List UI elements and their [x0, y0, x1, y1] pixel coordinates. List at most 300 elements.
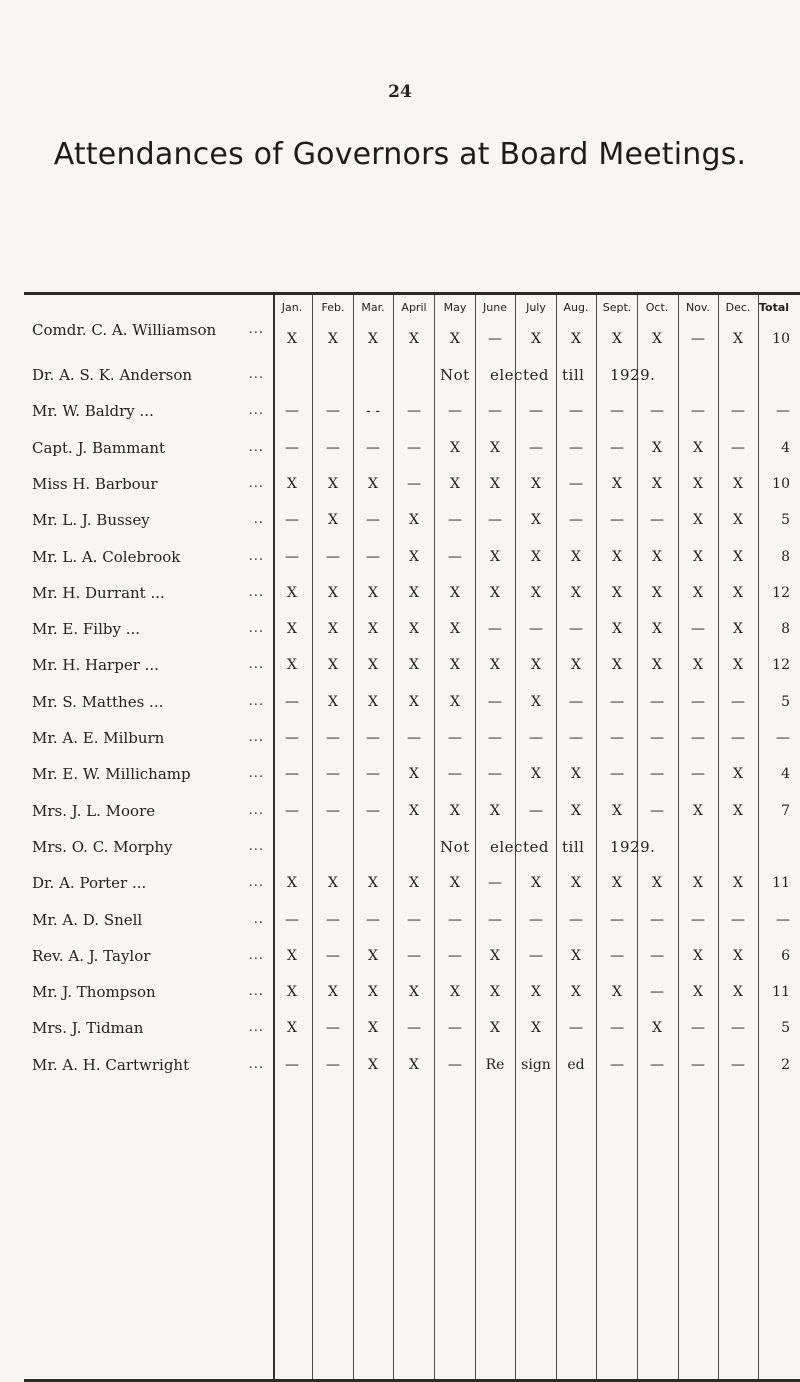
- attendance-cell-sept: —: [610, 693, 624, 710]
- governor-name: Mr. S. Matthes ...: [32, 692, 164, 711]
- attendance-cell-feb: X: [328, 693, 338, 710]
- attendance-cell-april: —: [407, 911, 421, 928]
- table-row: [0, 575, 800, 611]
- attendance-cell-oct: —: [650, 512, 664, 529]
- attendance-cell-dec: —: [731, 1020, 745, 1037]
- leader-dots: ..: [253, 911, 264, 927]
- attendance-cell-june: X: [490, 984, 500, 1001]
- attendance-cell-june: X: [490, 548, 500, 565]
- attendance-cell-mar: - -: [366, 403, 380, 420]
- attendance-cell-june: X: [490, 1020, 500, 1037]
- attendance-cell-aug: X: [571, 657, 581, 674]
- attendance-cell-jan: X: [287, 657, 297, 674]
- attendance-cell-may: —: [448, 1020, 462, 1037]
- attendance-cell-sept: X: [612, 984, 622, 1001]
- table-row: [0, 357, 800, 393]
- attendance-cell-mar: X: [368, 693, 378, 710]
- attendance-cell-may: —: [448, 512, 462, 529]
- total-cell: 8: [781, 621, 790, 638]
- attendance-cell-aug: X: [571, 331, 581, 347]
- attendance-cell-jan: —: [285, 1056, 299, 1073]
- header-row: [0, 312, 800, 348]
- attendance-cell-jan: X: [287, 1020, 297, 1037]
- governor-name: Mr. L. A. Colebrook: [32, 547, 181, 566]
- attendance-cell-june: —: [488, 730, 502, 746]
- attendance-cell-may: X: [450, 693, 460, 710]
- leader-dots: ...: [248, 1020, 264, 1036]
- attendance-cell-june: X: [490, 802, 500, 819]
- attendance-cell-aug: X: [571, 802, 581, 819]
- attendance-cell-april: —: [407, 1020, 421, 1037]
- attendance-cell-june: X: [490, 584, 500, 601]
- leader-dots: ...: [248, 475, 264, 491]
- table-row: [0, 393, 800, 429]
- month-header-jan: Jan.: [281, 301, 303, 314]
- attendance-cell-may: X: [450, 331, 460, 347]
- attendance-cell-july: X: [531, 584, 541, 601]
- month-header-dec: Dec.: [725, 301, 751, 314]
- attendance-cell-april: X: [409, 693, 419, 710]
- attendance-cell-oct: —: [650, 403, 664, 420]
- governor-name: Mr. W. Baldry ...: [32, 402, 154, 421]
- attendance-cell-april: X: [409, 548, 419, 565]
- total-cell: 2: [781, 1056, 790, 1073]
- attendance-cell-mar: X: [368, 475, 378, 492]
- attendance-cell-june: X: [490, 657, 500, 674]
- leader-dots: ...: [248, 838, 264, 854]
- attendance-cell-oct: —: [650, 911, 664, 928]
- attendance-cell-sept: X: [612, 657, 622, 674]
- month-header-feb: Feb.: [321, 301, 345, 314]
- attendance-cell-june: X: [490, 475, 500, 492]
- attendance-cell-july: —: [529, 911, 543, 928]
- attendance-cell-oct: X: [652, 475, 662, 492]
- attendance-cell-aug: —: [569, 403, 583, 420]
- total-cell: 4: [781, 439, 790, 456]
- attendance-cell-aug: X: [571, 984, 581, 1001]
- table-row: [0, 1010, 800, 1046]
- governor-name: Mr. A. E. Milburn: [32, 729, 165, 747]
- table-row: [0, 793, 800, 829]
- governor-name: Comdr. C. A. Williamson: [32, 321, 217, 339]
- table-row: [0, 466, 800, 502]
- attendance-cell-feb: —: [326, 439, 340, 456]
- attendance-cell-nov: —: [691, 766, 705, 783]
- attendance-cell-july: X: [531, 1020, 541, 1037]
- leader-dots: ...: [248, 1056, 264, 1072]
- attendance-cell-jan: —: [285, 766, 299, 783]
- attendance-cell-aug: X: [571, 875, 581, 892]
- attendance-cell-june: —: [488, 331, 502, 347]
- attendance-cell-sept: X: [612, 875, 622, 892]
- attendance-cell-july: X: [531, 657, 541, 674]
- month-header-june: June: [483, 301, 507, 314]
- attendance-cell-oct: —: [650, 947, 664, 964]
- attendance-cell-sept: —: [610, 730, 624, 746]
- total-header: Total: [758, 301, 790, 314]
- attendance-cell-oct: X: [652, 875, 662, 892]
- attendance-cell-dec: X: [733, 657, 743, 674]
- attendance-cell-nov: X: [693, 548, 703, 565]
- leader-dots: ...: [248, 367, 264, 382]
- attendance-cell-jan: X: [287, 584, 297, 601]
- attendance-cell-dec: X: [733, 875, 743, 892]
- attendance-cell-jan: —: [285, 403, 299, 420]
- attendance-cell-nov: X: [693, 802, 703, 819]
- attendance-cell-oct: —: [650, 693, 664, 710]
- governor-name: Mrs. J. Tidman: [32, 1019, 144, 1038]
- attendance-cell-june: X: [490, 439, 500, 456]
- attendance-cell-sept: —: [610, 439, 624, 456]
- governor-name: Mr. A. H. Cartwright: [32, 1055, 190, 1074]
- table-row: [0, 539, 800, 575]
- attendance-cell-jan: X: [287, 947, 297, 964]
- attendance-cell-aug: —: [569, 512, 583, 529]
- attendance-cell-jan: X: [287, 984, 297, 1001]
- attendance-cell-july: X: [531, 766, 541, 783]
- attendance-cell-mar: X: [368, 984, 378, 1001]
- total-cell: —: [776, 911, 790, 928]
- attendance-cell-sept: —: [610, 766, 624, 783]
- attendance-cell-sept: —: [610, 911, 624, 928]
- leader-dots: ...: [248, 439, 264, 455]
- attendance-cell-april: X: [409, 766, 419, 783]
- attendance-cell-oct: X: [652, 584, 662, 601]
- attendance-cell-may: —: [448, 766, 462, 783]
- governor-name: Mr. H. Harper ...: [32, 656, 159, 675]
- total-cell: 5: [781, 1020, 790, 1037]
- attendance-cell-sept: —: [610, 1056, 624, 1073]
- total-cell: 10: [772, 475, 790, 492]
- attendance-cell-nov: X: [693, 584, 703, 601]
- attendance-cell-sept: —: [610, 1020, 624, 1037]
- attendance-cell-july: —: [529, 439, 543, 456]
- governor-name: Rev. A. J. Taylor: [32, 946, 151, 965]
- attendance-cell-april: —: [407, 439, 421, 456]
- attendance-cell-mar: —: [366, 548, 380, 565]
- governor-name: Mr. H. Durrant ...: [32, 583, 165, 602]
- total-cell: 5: [781, 512, 790, 529]
- attendance-cell-feb: —: [326, 548, 340, 565]
- not-elected-note: [272, 829, 792, 865]
- leader-dots: ...: [248, 693, 264, 709]
- table-row: [0, 1047, 800, 1083]
- attendance-cell-mar: —: [366, 439, 380, 456]
- leader-dots: ...: [248, 947, 264, 963]
- total-cell: —: [776, 403, 790, 420]
- leader-dots: ...: [248, 548, 264, 564]
- attendance-cell-aug: —: [569, 1020, 583, 1037]
- table-row: [0, 684, 800, 720]
- attendance-cell-nov: X: [693, 984, 703, 1001]
- attendance-cell-april: X: [409, 584, 419, 601]
- attendance-cell-april: X: [409, 875, 419, 892]
- attendance-cell-mar: —: [366, 730, 380, 746]
- attendance-cell-aug: X: [571, 584, 581, 601]
- month-header-nov: Nov.: [685, 301, 711, 314]
- governor-name: Mr. E. Filby ...: [32, 620, 141, 639]
- attendance-cell-feb: X: [328, 984, 338, 1001]
- note-word: till: [562, 837, 585, 856]
- attendance-cell-dec: X: [733, 984, 743, 1001]
- total-cell: 12: [772, 657, 790, 674]
- attendance-cell-feb: —: [326, 911, 340, 928]
- attendance-cell-mar: X: [368, 947, 378, 964]
- attendance-cell-dec: —: [731, 730, 745, 746]
- attendance-cell-sept: X: [612, 475, 622, 492]
- total-cell: 7: [781, 802, 790, 819]
- attendance-cell-aug: —: [569, 475, 583, 492]
- attendance-cell-mar: X: [368, 584, 378, 601]
- leader-dots: ...: [248, 584, 264, 600]
- month-header-april: April: [401, 301, 427, 314]
- attendance-cell-jan: X: [287, 475, 297, 492]
- attendance-cell-june: —: [488, 693, 502, 710]
- governor-name: Miss H. Barbour: [32, 474, 158, 493]
- attendance-cell-nov: X: [693, 512, 703, 529]
- leader-dots: ...: [248, 802, 264, 818]
- table-row: [0, 756, 800, 792]
- attendance-cell-april: X: [409, 984, 419, 1001]
- attendance-cell-jan: —: [285, 439, 299, 456]
- attendance-cell-mar: X: [368, 1056, 378, 1073]
- attendance-cell-mar: X: [368, 621, 378, 638]
- attendance-cell-nov: —: [691, 693, 705, 710]
- note-word: 1929.: [610, 366, 656, 384]
- attendance-cell-may: —: [448, 730, 462, 746]
- attendance-cell-dec: X: [733, 947, 743, 964]
- total-cell: 10: [772, 331, 790, 347]
- table-row: [0, 430, 800, 466]
- leader-dots: ...: [248, 621, 264, 637]
- attendance-cell-may: —: [448, 911, 462, 928]
- table-top-rule: [24, 292, 800, 295]
- attendance-cell-jan: —: [285, 548, 299, 565]
- note-word: Not: [440, 837, 470, 856]
- attendance-cell-feb: —: [326, 947, 340, 964]
- attendance-cell-may: X: [450, 584, 460, 601]
- attendance-cell-july: —: [529, 802, 543, 819]
- total-cell: 5: [781, 693, 790, 710]
- attendance-cell-feb: —: [326, 1056, 340, 1073]
- attendance-cell-jan: X: [287, 621, 297, 638]
- governor-name: Mr. L. J. Bussey: [32, 511, 150, 530]
- attendance-cell-april: X: [409, 802, 419, 819]
- attendance-cell-aug: —: [569, 693, 583, 710]
- table-row: [0, 974, 800, 1010]
- governor-name: Mr. J. Thompson: [32, 983, 156, 1002]
- attendance-cell-mar: —: [366, 802, 380, 819]
- attendance-cell-july: X: [531, 475, 541, 492]
- page-number: 24: [388, 82, 412, 102]
- attendance-cell-aug: ed: [567, 1056, 585, 1073]
- table-row: [0, 502, 800, 538]
- leader-dots: ...: [248, 875, 264, 891]
- attendance-cell-aug: X: [571, 947, 581, 964]
- attendance-cell-jan: —: [285, 802, 299, 819]
- page-title: Attendances of Governors at Board Meetings.: [53, 137, 747, 172]
- attendance-cell-nov: X: [693, 475, 703, 492]
- attendance-cell-april: —: [407, 403, 421, 420]
- governor-name: Capt. J. Bammant: [32, 438, 166, 457]
- attendance-cell-may: X: [450, 621, 460, 638]
- leader-dots: ...: [248, 730, 264, 745]
- attendance-cell-aug: —: [569, 911, 583, 928]
- attendance-cell-aug: —: [569, 621, 583, 638]
- attendance-cell-aug: X: [571, 766, 581, 783]
- attendance-cell-june: —: [488, 512, 502, 529]
- attendance-cell-sept: X: [612, 802, 622, 819]
- attendance-cell-sept: —: [610, 947, 624, 964]
- attendance-cell-mar: —: [366, 911, 380, 928]
- attendance-cell-nov: —: [691, 403, 705, 420]
- attendance-cell-april: —: [407, 475, 421, 492]
- total-cell: 4: [781, 766, 790, 783]
- attendance-cell-may: —: [448, 403, 462, 420]
- attendance-cell-oct: X: [652, 621, 662, 638]
- attendance-cell-aug: —: [569, 730, 583, 746]
- attendance-cell-july: —: [529, 403, 543, 420]
- attendance-cell-feb: X: [328, 875, 338, 892]
- attendance-cell-oct: —: [650, 730, 664, 746]
- attendance-cell-mar: X: [368, 1020, 378, 1037]
- attendance-cell-oct: X: [652, 439, 662, 456]
- total-cell: 8: [781, 548, 790, 565]
- attendance-cell-nov: X: [693, 875, 703, 892]
- attendance-cell-may: —: [448, 947, 462, 964]
- attendance-cell-jan: —: [285, 911, 299, 928]
- attendance-cell-may: X: [450, 984, 460, 1001]
- attendance-cell-dec: —: [731, 439, 745, 456]
- attendance-cell-june: —: [488, 621, 502, 638]
- attendance-cell-july: —: [529, 947, 543, 964]
- leader-dots: ...: [248, 657, 264, 673]
- attendance-cell-may: X: [450, 657, 460, 674]
- attendance-cell-nov: —: [691, 621, 705, 638]
- governor-name: Mrs. O. C. Morphy: [32, 837, 173, 856]
- table-row: [0, 865, 800, 901]
- attendance-cell-april: X: [409, 331, 419, 347]
- not-elected-note: [272, 357, 792, 393]
- attendance-cell-nov: X: [693, 947, 703, 964]
- leader-dots: ...: [248, 403, 264, 419]
- attendance-cell-april: X: [409, 1056, 419, 1073]
- leader-dots: ...: [248, 322, 264, 337]
- attendance-cell-feb: X: [328, 475, 338, 492]
- attendance-cell-july: X: [531, 548, 541, 565]
- leader-dots: ...: [248, 766, 264, 782]
- attendance-cell-oct: —: [650, 802, 664, 819]
- attendance-cell-feb: —: [326, 403, 340, 420]
- attendance-cell-mar: —: [366, 766, 380, 783]
- table-row: [0, 647, 800, 683]
- attendance-cell-oct: X: [652, 1020, 662, 1037]
- month-header-mar: Mar.: [361, 301, 385, 314]
- attendance-cell-dec: X: [733, 621, 743, 638]
- attendance-cell-april: —: [407, 730, 421, 746]
- attendance-cell-mar: —: [366, 512, 380, 529]
- attendance-cell-april: X: [409, 657, 419, 674]
- table-row: [0, 902, 800, 938]
- governor-name: Dr. A. Porter ...: [32, 874, 147, 893]
- table-row: [0, 829, 800, 865]
- total-cell: —: [776, 730, 790, 746]
- attendance-cell-july: X: [531, 331, 541, 347]
- governor-name: Mrs. J. L. Moore: [32, 801, 156, 820]
- attendance-cell-dec: X: [733, 475, 743, 492]
- attendance-cell-oct: X: [652, 331, 662, 347]
- attendance-table: [0, 292, 800, 1382]
- attendance-cell-dec: —: [731, 911, 745, 928]
- attendance-cell-dec: X: [733, 766, 743, 783]
- note-word: 1929.: [610, 837, 656, 856]
- note-word: Not: [440, 366, 470, 384]
- attendance-cell-dec: —: [731, 403, 745, 420]
- attendance-cell-june: —: [488, 766, 502, 783]
- attendance-cell-april: X: [409, 621, 419, 638]
- total-cell: 11: [772, 875, 790, 892]
- attendance-cell-sept: X: [612, 331, 622, 347]
- attendance-cell-dec: X: [733, 584, 743, 601]
- leader-dots: ...: [248, 984, 264, 1000]
- attendance-cell-april: X: [409, 512, 419, 529]
- governor-name: Mr. A. D. Snell: [32, 910, 143, 929]
- attendance-cell-nov: X: [693, 439, 703, 456]
- attendance-cell-mar: X: [368, 657, 378, 674]
- attendance-cell-oct: X: [652, 548, 662, 565]
- month-header-aug: Aug.: [563, 301, 589, 314]
- month-header-oct: Oct.: [645, 301, 669, 314]
- attendance-cell-dec: —: [731, 1056, 745, 1073]
- attendance-cell-july: —: [529, 730, 543, 746]
- attendance-cell-feb: X: [328, 331, 338, 347]
- attendance-cell-may: —: [448, 548, 462, 565]
- attendance-cell-nov: —: [691, 730, 705, 746]
- attendance-cell-jan: —: [285, 730, 299, 746]
- attendance-cell-oct: —: [650, 984, 664, 1001]
- attendance-cell-oct: —: [650, 1056, 664, 1073]
- attendance-cell-may: X: [450, 439, 460, 456]
- attendance-cell-july: X: [531, 984, 541, 1001]
- attendance-cell-june: X: [490, 947, 500, 964]
- attendance-cell-dec: X: [733, 548, 743, 565]
- attendance-cell-feb: X: [328, 584, 338, 601]
- month-header-july: July: [526, 301, 546, 314]
- attendance-cell-june: —: [488, 403, 502, 420]
- attendance-cell-nov: —: [691, 1056, 705, 1073]
- total-cell: 6: [781, 947, 790, 964]
- attendance-cell-july: X: [531, 693, 541, 710]
- month-header-sept: Sept.: [602, 301, 632, 314]
- note-word: till: [562, 366, 585, 384]
- attendance-cell-dec: X: [733, 331, 743, 347]
- attendance-cell-aug: X: [571, 548, 581, 565]
- attendance-cell-nov: —: [691, 911, 705, 928]
- total-cell: 12: [772, 584, 790, 601]
- attendance-cell-may: X: [450, 802, 460, 819]
- attendance-cell-jan: —: [285, 693, 299, 710]
- month-header-may: May: [443, 301, 467, 314]
- table-row: [0, 938, 800, 974]
- attendance-cell-nov: —: [691, 331, 705, 347]
- governor-name: Dr. A. S. K. Anderson: [32, 366, 193, 384]
- attendance-cell-june: Re: [485, 1056, 505, 1073]
- attendance-cell-july: sign: [521, 1056, 551, 1073]
- attendance-cell-mar: X: [368, 331, 378, 347]
- attendance-cell-feb: X: [328, 512, 338, 529]
- attendance-cell-july: X: [531, 512, 541, 529]
- table-row: [0, 720, 800, 756]
